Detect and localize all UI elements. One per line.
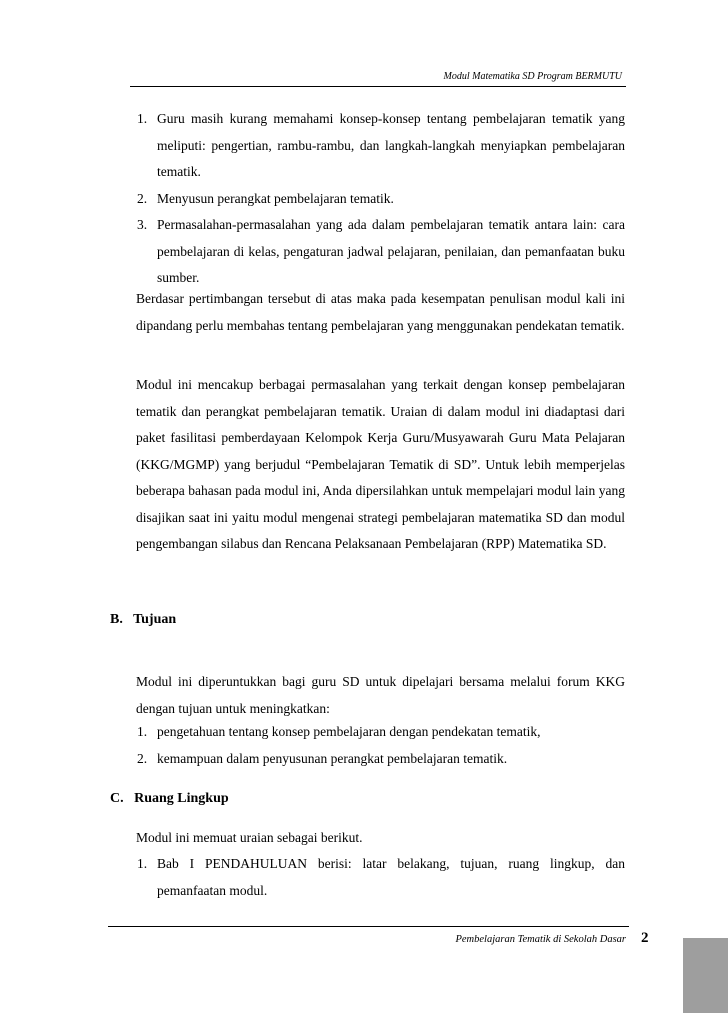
list-text: Permasalahan-permasalahan yang ada dalam pembelajaran tematik antara lain: cara pembelajaran di kelas, pengaturan jadwal pelajaran, penilaian, dan pemanfaatan buku sumber. [157,217,625,285]
page-edge-tab [683,938,728,1013]
page-number: 2 [641,930,649,946]
paragraph: Berdasar pertimbangan tersebut di atas maka pada kesempatan penulisan modul kali ini dipandang perlu membahas tentang pembelajaran yang menggunakan pendekatan tematik. [136,291,625,333]
list-number: 2. [137,750,148,766]
list-item [137,106,625,186]
list-number: 1. [137,111,148,126]
list-item [137,851,625,904]
list-number: 1. [137,724,148,739]
list-item [137,186,625,213]
list-number: 2. [137,190,148,206]
list-text: pengetahuan tentang konsep pembelajaran dengan pendekatan tematik, [157,724,541,739]
paragraph: Modul ini memuat uraian sebagai berikut. [136,830,363,845]
list-number: 3. [137,217,148,232]
list-item [137,719,625,746]
list-text: Menyusun perangkat pembelajaran tematik. [157,190,394,206]
section-title-ruang-lingkup: C. Ruang Lingkup [110,791,229,806]
list-number: 1. [137,856,148,871]
paragraph: Modul ini diperuntukkan bagi guru SD untuk dipelajari bersama melalui forum KKG dengan tujuan untuk meningkatkan: [136,674,625,716]
list-text: Guru masih kurang memahami konsep-konsep tentang pembelajaran tematik yang meliputi: pengertian, rambu-rambu, dan langkah-langkah menyiapkan pembelajaran tematik. [157,111,625,179]
list-text: Bab I PENDAHULUAN berisi: latar belakang, tujuan, ruang lingkup, dan pemanfaatan modul. [157,856,625,898]
list-item [137,212,625,292]
running-footer: Pembelajaran Tematik di Sekolah Dasar [455,934,626,945]
list-item [137,746,625,773]
footer-rule [108,926,629,927]
running-header: Modul Matematika SD Program BERMUTU [443,71,622,82]
list-text: kemampuan dalam penyusunan perangkat pembelajaran tematik. [157,750,508,766]
header-rule [130,86,626,87]
paragraph: Modul ini mencakup berbagai permasalahan yang terkait dengan konsep pembelajaran tematik dan perangkat pembelajaran tematik. Uraian di dalam modul ini diadaptasi dari paket fasilitasi pemberdayaan Kelompok Kerja Guru/Musyawarah Guru Mata Pelajaran (KKG/MGMP) yang berjudul “Pembelajaran Tematik di SD”. Untuk lebih memperjelas beberapa bahasan pada modul ini, Anda dipersilahkan untuk mempelajari modul lain yang disajikan saat ini yaitu modul mengenai strategi pembelajaran matematika SD dan modul pengembangan silabus dan Rencana Pelaksanaan Pembelajaran (RPP) Matematika SD. [136,377,625,551]
intro-list [137,106,625,292]
ruang-lingkup-list [137,851,625,904]
section-title-tujuan: B. Tujuan [110,612,177,627]
tujuan-list [137,719,625,772]
